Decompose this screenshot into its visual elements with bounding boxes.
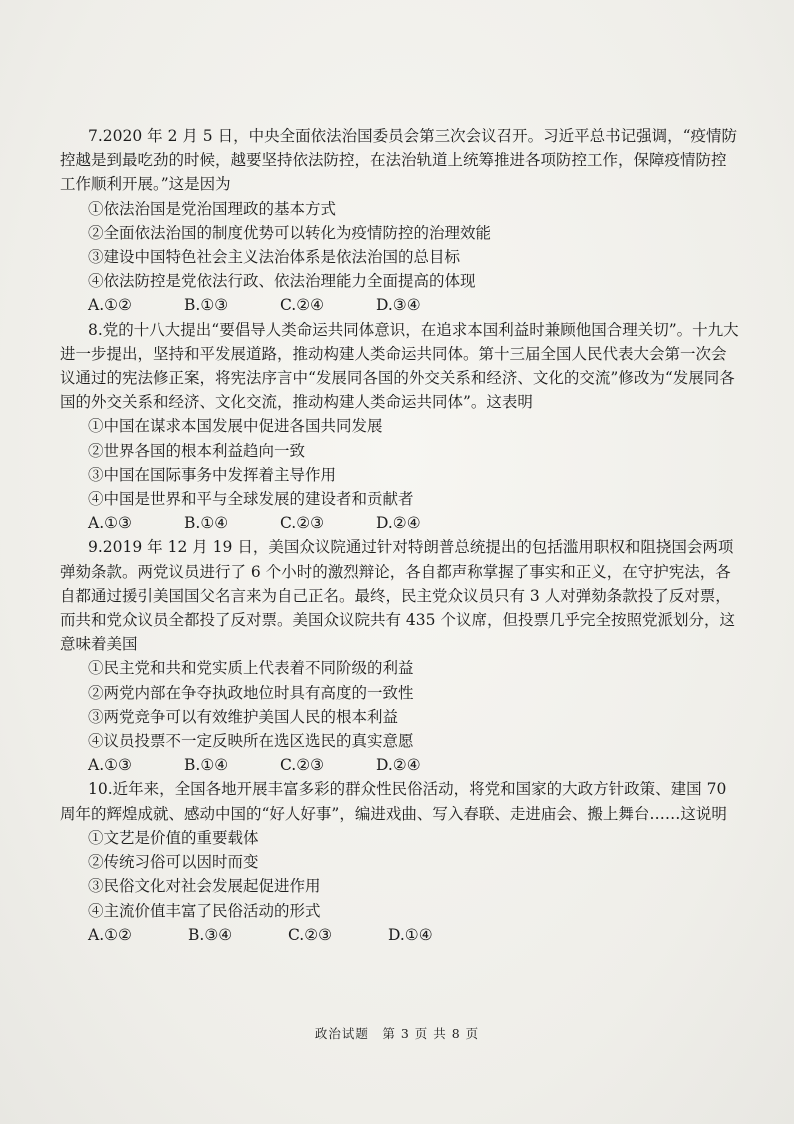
- option-3: ③建设中国特色社会主义法治体系是依法治国的总目标: [88, 248, 461, 267]
- option-2: ②世界各国的根本利益趋向一致: [88, 441, 306, 460]
- answer-choices: [60, 511, 740, 535]
- choice-c: C.②③: [288, 925, 333, 944]
- option-3: ③中国在国际事务中发挥着主导作用: [88, 465, 337, 484]
- option-4: ④议员投票不一定反映所在选区选民的真实意愿: [88, 732, 414, 751]
- option-2: ②两党内部在争夺执政地位时具有高度的一致性: [88, 683, 414, 702]
- choice-d: D.②④: [376, 756, 421, 775]
- question-stem: 8.党的十八大提出“要倡导人类命运共同体意识，在追求本国利益时兼顾他国合理关切”。十九大进一步提出，坚持和平发展道路，推动构建人类命运共同体。第十三届全国人民代表大会第一次会议通过的宪法修正案，将宪法序言中“发展同各国的外交关系和经济、文化的交流”修改为“发展同各国的外交关系和经济、文化交流，推动构建人类命运共同体”。这表明: [60, 320, 739, 412]
- question-list: [60, 124, 740, 947]
- option-3: ③两党竞争可以有效维护美国人民的根本利益: [88, 707, 399, 726]
- question-stem: 10.近年来，全国各地开展丰富多彩的群众性民俗活动，将党和国家的大政方针政策、建国 70 周年的辉煌成就、感动中国的“好人好事”，编进戏曲、写入春联、走进庙会、搬上舞台……这说明: [60, 780, 727, 823]
- option-4: ④主流价值丰富了民俗活动的形式: [88, 901, 321, 920]
- choice-d: D.①④: [388, 925, 433, 944]
- choice-a: A.①③: [88, 514, 132, 533]
- question-9: [60, 535, 740, 777]
- choice-c: C.②③: [280, 756, 325, 775]
- choice-c: C.②④: [280, 296, 325, 315]
- option-3: ③民俗文化对社会发展起促进作用: [88, 877, 321, 896]
- choice-d: D.③④: [376, 296, 421, 315]
- option-4: ④中国是世界和平与全球发展的建设者和贡献者: [88, 490, 414, 509]
- choice-b: B.①④: [184, 514, 229, 533]
- answer-choices: [60, 923, 740, 947]
- question-8: [60, 318, 740, 536]
- question-stem: 9.2019 年 12 月 19 日，美国众议院通过针对特朗普总统提出的包括滥用职权和阻挠国会两项弹劾条款。两党议员进行了 6 个小时的激烈辩论，各自都声称掌握了事实和正义，在守护宪法，各自都通过援引美国国父名言来为自己正名。最终，民主党众议员只有 3 人对弹劾条款投了反对票，而共和党众议员全都投了反对票。美国众议院共有 435 个议席，但投票几乎完全按照党派划分，这意味着美国: [60, 538, 735, 654]
- choice-b: B.①③: [184, 296, 229, 315]
- choice-a: A.①③: [88, 756, 132, 775]
- option-1: ①依法治国是党治国理政的基本方式: [88, 199, 337, 218]
- choice-b: B.③④: [188, 925, 233, 944]
- option-2: ②传统习俗可以因时而变: [88, 853, 259, 872]
- choice-a: A.①②: [88, 296, 132, 315]
- option-1: ①中国在谋求本国发展中促进各国共同发展: [88, 417, 383, 436]
- option-2: ②全面依法治国的制度优势可以转化为疫情防控的治理效能: [88, 223, 492, 242]
- choice-b: B.①④: [184, 756, 229, 775]
- answer-choices: [60, 753, 740, 777]
- choice-c: C.②③: [280, 514, 325, 533]
- choice-d: D.②④: [376, 514, 421, 533]
- question-7: [60, 124, 740, 318]
- option-4: ④依法防控是党依法行政、依法治理能力全面提高的体现: [88, 272, 476, 291]
- page-footer: 政治试题 第 3 页 共 8 页: [314, 1026, 480, 1041]
- option-1: ①文艺是价值的重要载体: [88, 828, 259, 847]
- option-1: ①民主党和共和党实质上代表着不同阶级的利益: [88, 659, 414, 678]
- answer-choices: [60, 293, 740, 317]
- choice-a: A.①②: [88, 925, 132, 944]
- question-10: [60, 777, 740, 946]
- question-stem: 7.2020 年 2 月 5 日，中央全面依法治国委员会第三次会议召开。习近平总书记强调，“疫情防控越是到最吃劲的时候，越要坚持依法防控，在法治轨道上统筹推进各项防控工作，保障疫情防控工作顺利开展。”这是因为: [60, 127, 738, 194]
